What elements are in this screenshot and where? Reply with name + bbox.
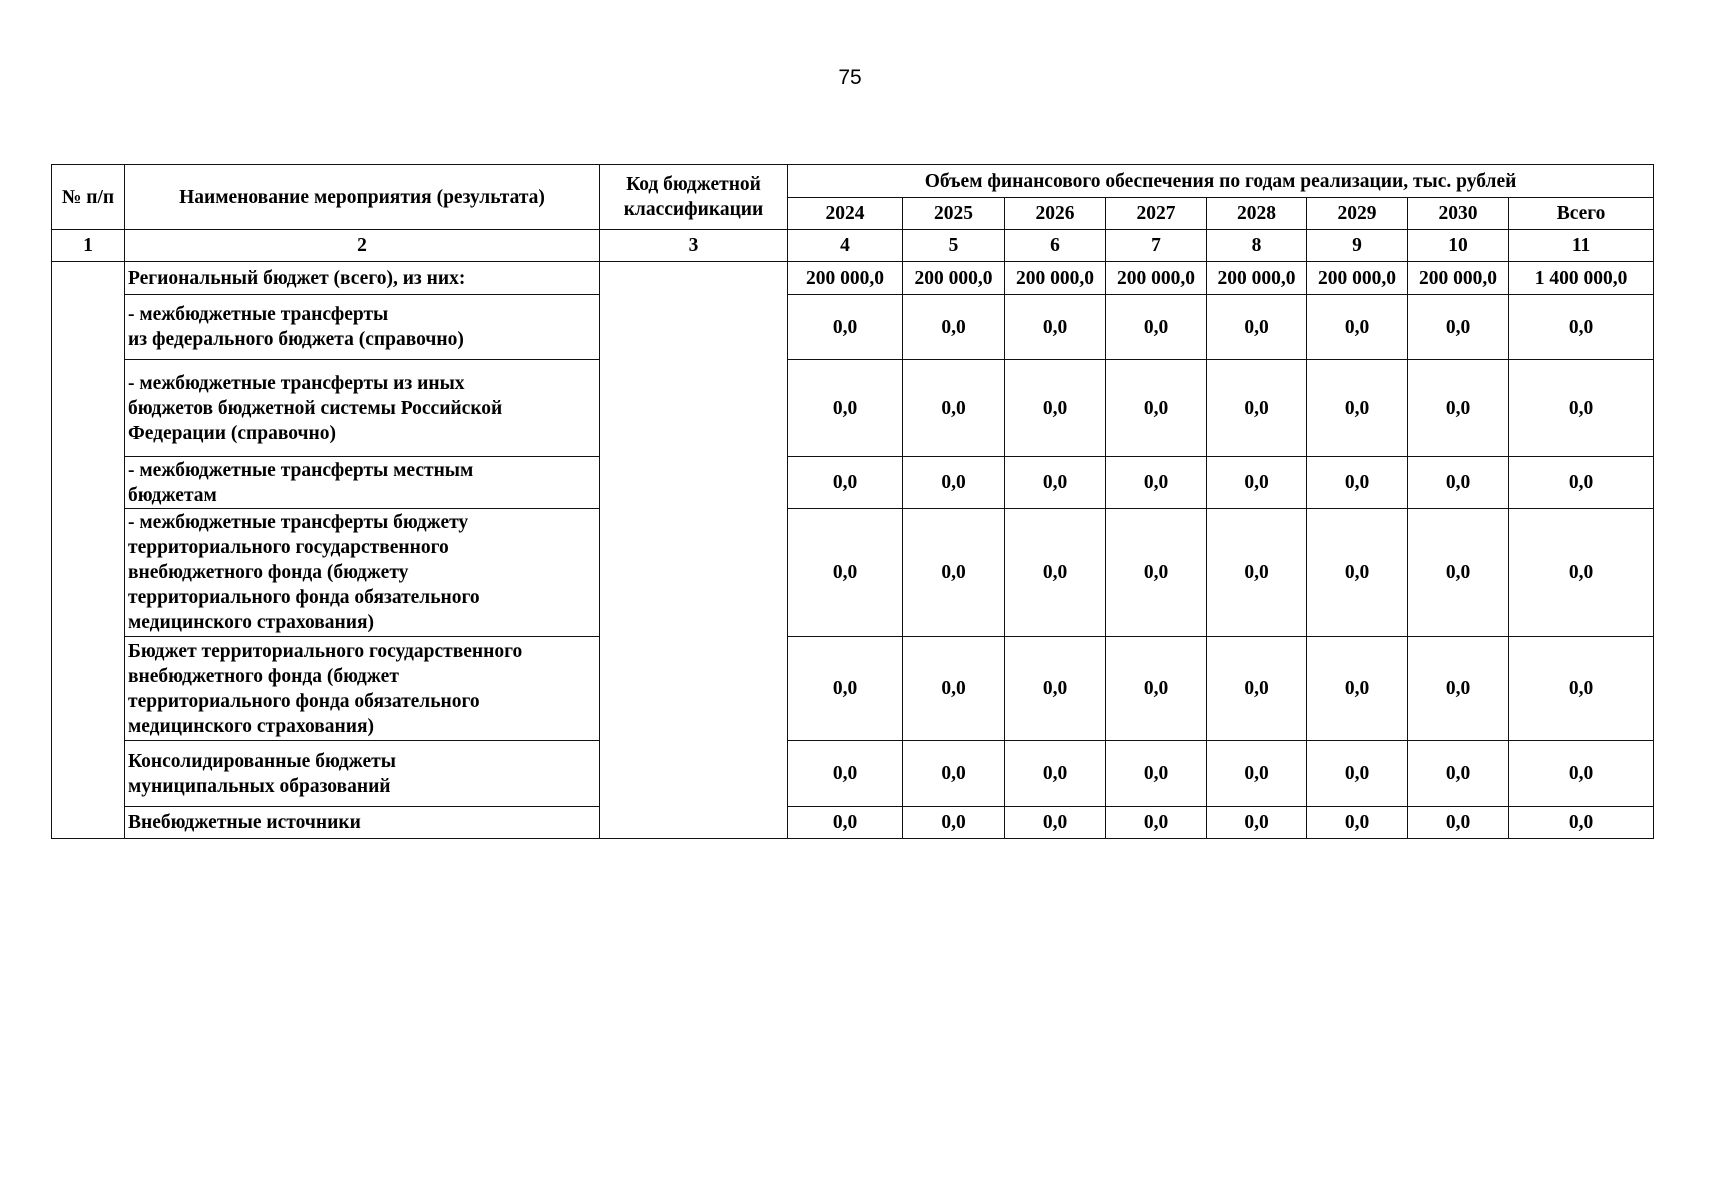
year-value-cell: 200 000,0 — [788, 262, 903, 295]
year-value-cell: 0,0 — [1307, 807, 1408, 839]
row-name-line: бюджетам — [128, 484, 217, 506]
year-value-cell: 0,0 — [788, 509, 903, 637]
row-name-line: территориального государственного — [128, 537, 449, 558]
year-value-cell: 0,0 — [903, 807, 1005, 839]
row-name-line: - межбюджетные трансферты из иных — [128, 372, 465, 394]
year-value-cell: 0,0 — [1106, 509, 1207, 637]
year-value-cell: 0,0 — [1307, 741, 1408, 807]
header-num: № п/п — [52, 165, 125, 230]
header-year: 2024 — [788, 198, 903, 230]
row-name-line: - межбюджетные трансферты бюджету — [128, 512, 469, 533]
row-name-cell — [125, 295, 600, 360]
row-name-cell — [125, 262, 600, 295]
column-number: 9 — [1307, 230, 1408, 262]
year-value-cell: 0,0 — [1408, 741, 1509, 807]
year-value-cell: 0,0 — [1307, 509, 1408, 637]
year-value-cell: 0,0 — [1106, 637, 1207, 741]
row-name-line: Региональный бюджет (всего), из них: — [128, 267, 466, 289]
year-value-cell: 200 000,0 — [903, 262, 1005, 295]
column-number: 1 — [52, 230, 125, 262]
row-name-line: медицинского страхования) — [128, 612, 374, 633]
page-number: 75 — [838, 66, 862, 89]
year-value-cell: 0,0 — [788, 637, 903, 741]
year-value-cell: 0,0 — [1408, 360, 1509, 457]
row-name-line: территориального фонда обязательного — [128, 690, 480, 712]
row-name-line: внебюджетного фонда (бюджет — [128, 665, 399, 687]
year-value-cell: 0,0 — [1106, 807, 1207, 839]
total-value-cell: 0,0 — [1509, 637, 1654, 741]
year-value-cell: 0,0 — [1207, 509, 1307, 637]
year-value-cell: 0,0 — [788, 360, 903, 457]
table-row — [52, 509, 1654, 637]
year-value-cell: 0,0 — [1207, 295, 1307, 360]
financing-table — [51, 164, 1654, 839]
year-value-cell: 0,0 — [1106, 457, 1207, 509]
total-value-cell: 0,0 — [1509, 457, 1654, 509]
table-row — [52, 295, 1654, 360]
year-value-cell: 0,0 — [903, 637, 1005, 741]
column-number: 4 — [788, 230, 903, 262]
total-value-cell: 0,0 — [1509, 360, 1654, 457]
year-value-cell: 0,0 — [903, 741, 1005, 807]
year-value-cell: 0,0 — [1307, 637, 1408, 741]
year-value-cell: 0,0 — [1207, 807, 1307, 839]
year-value-cell: 0,0 — [1307, 360, 1408, 457]
year-value-cell: 0,0 — [1106, 360, 1207, 457]
row-name-line: Федерации (справочно) — [128, 422, 336, 444]
header-year: 2028 — [1207, 198, 1307, 230]
total-value-cell: 1 400 000,0 — [1509, 262, 1654, 295]
year-value-cell: 0,0 — [1207, 360, 1307, 457]
year-value-cell: 0,0 — [903, 295, 1005, 360]
row-number-cell — [52, 262, 125, 839]
total-value-cell: 0,0 — [1509, 509, 1654, 637]
row-name-cell — [125, 741, 600, 807]
column-number: 10 — [1408, 230, 1509, 262]
column-number: 11 — [1509, 230, 1654, 262]
row-name-cell — [125, 360, 600, 457]
row-name-line: Консолидированные бюджеты — [128, 750, 396, 772]
row-name-line: Бюджет территориального государственного — [128, 640, 523, 662]
row-name-line: - межбюджетные трансферты — [128, 304, 389, 325]
table-row — [52, 637, 1654, 741]
row-name-cell — [125, 509, 600, 637]
year-value-cell: 200 000,0 — [1005, 262, 1106, 295]
year-value-cell: 0,0 — [1005, 741, 1106, 807]
year-value-cell: 0,0 — [1005, 295, 1106, 360]
total-value-cell: 0,0 — [1509, 295, 1654, 360]
year-value-cell: 0,0 — [1106, 741, 1207, 807]
year-value-cell: 200 000,0 — [1307, 262, 1408, 295]
row-name-line: из федерального бюджета (справочно) — [128, 329, 464, 350]
row-name-cell — [125, 807, 600, 839]
year-value-cell: 0,0 — [1005, 509, 1106, 637]
year-value-cell: 0,0 — [903, 509, 1005, 637]
year-value-cell: 0,0 — [1106, 295, 1207, 360]
year-value-cell: 0,0 — [788, 807, 903, 839]
table-row — [52, 262, 1654, 295]
header-volume: Объем финансового обеспечения по годам реализации, тыс. рублей — [788, 165, 1654, 198]
header-year: 2026 — [1005, 198, 1106, 230]
year-value-cell: 0,0 — [1207, 637, 1307, 741]
year-value-cell: 0,0 — [1207, 457, 1307, 509]
column-number: 2 — [125, 230, 600, 262]
year-value-cell: 0,0 — [1307, 295, 1408, 360]
year-value-cell: 0,0 — [1408, 637, 1509, 741]
header-name: Наименование мероприятия (результата) — [125, 165, 600, 230]
year-value-cell: 0,0 — [788, 295, 903, 360]
total-value-cell: 0,0 — [1509, 807, 1654, 839]
year-value-cell: 0,0 — [1408, 295, 1509, 360]
year-value-cell: 0,0 — [903, 360, 1005, 457]
year-value-cell: 0,0 — [1005, 457, 1106, 509]
year-value-cell: 0,0 — [1408, 457, 1509, 509]
table-row — [52, 360, 1654, 457]
row-name-line: территориального фонда обязательного — [128, 587, 480, 608]
header-year: 2029 — [1307, 198, 1408, 230]
column-number: 7 — [1106, 230, 1207, 262]
year-value-cell: 0,0 — [1005, 807, 1106, 839]
total-value-cell: 0,0 — [1509, 741, 1654, 807]
year-value-cell: 0,0 — [1307, 457, 1408, 509]
year-value-cell: 200 000,0 — [1408, 262, 1509, 295]
year-value-cell: 0,0 — [788, 457, 903, 509]
year-value-cell: 0,0 — [1408, 509, 1509, 637]
year-value-cell: 0,0 — [1005, 637, 1106, 741]
row-name-line: - межбюджетные трансферты местным — [128, 459, 474, 481]
row-name-line: Внебюджетные источники — [128, 812, 361, 833]
table-row — [52, 807, 1654, 839]
header-code: Код бюджетной классификации — [600, 165, 788, 230]
column-number: 8 — [1207, 230, 1307, 262]
row-name-cell — [125, 457, 600, 509]
header-year: 2027 — [1106, 198, 1207, 230]
year-value-cell: 0,0 — [1207, 741, 1307, 807]
table-row — [52, 457, 1654, 509]
year-value-cell: 0,0 — [1005, 360, 1106, 457]
column-number: 6 — [1005, 230, 1106, 262]
row-name-line: бюджетов бюджетной системы Российской — [128, 397, 503, 419]
year-value-cell: 0,0 — [903, 457, 1005, 509]
row-name-line: внебюджетного фонда (бюджету — [128, 562, 409, 583]
header-total: Всего — [1509, 198, 1654, 230]
row-name-line: медицинского страхования) — [128, 715, 374, 737]
column-number: 5 — [903, 230, 1005, 262]
year-value-cell: 200 000,0 — [1106, 262, 1207, 295]
header-year: 2025 — [903, 198, 1005, 230]
year-value-cell: 0,0 — [1408, 807, 1509, 839]
year-value-cell: 0,0 — [788, 741, 903, 807]
year-value-cell: 200 000,0 — [1207, 262, 1307, 295]
header-year: 2030 — [1408, 198, 1509, 230]
header-row — [52, 165, 1654, 198]
row-name-line: муниципальных образований — [128, 775, 391, 797]
budget-code-cell — [600, 262, 788, 839]
table-row — [52, 741, 1654, 807]
row-name-cell — [125, 637, 600, 741]
column-number: 3 — [600, 230, 788, 262]
column-numbers-row — [52, 230, 1654, 262]
